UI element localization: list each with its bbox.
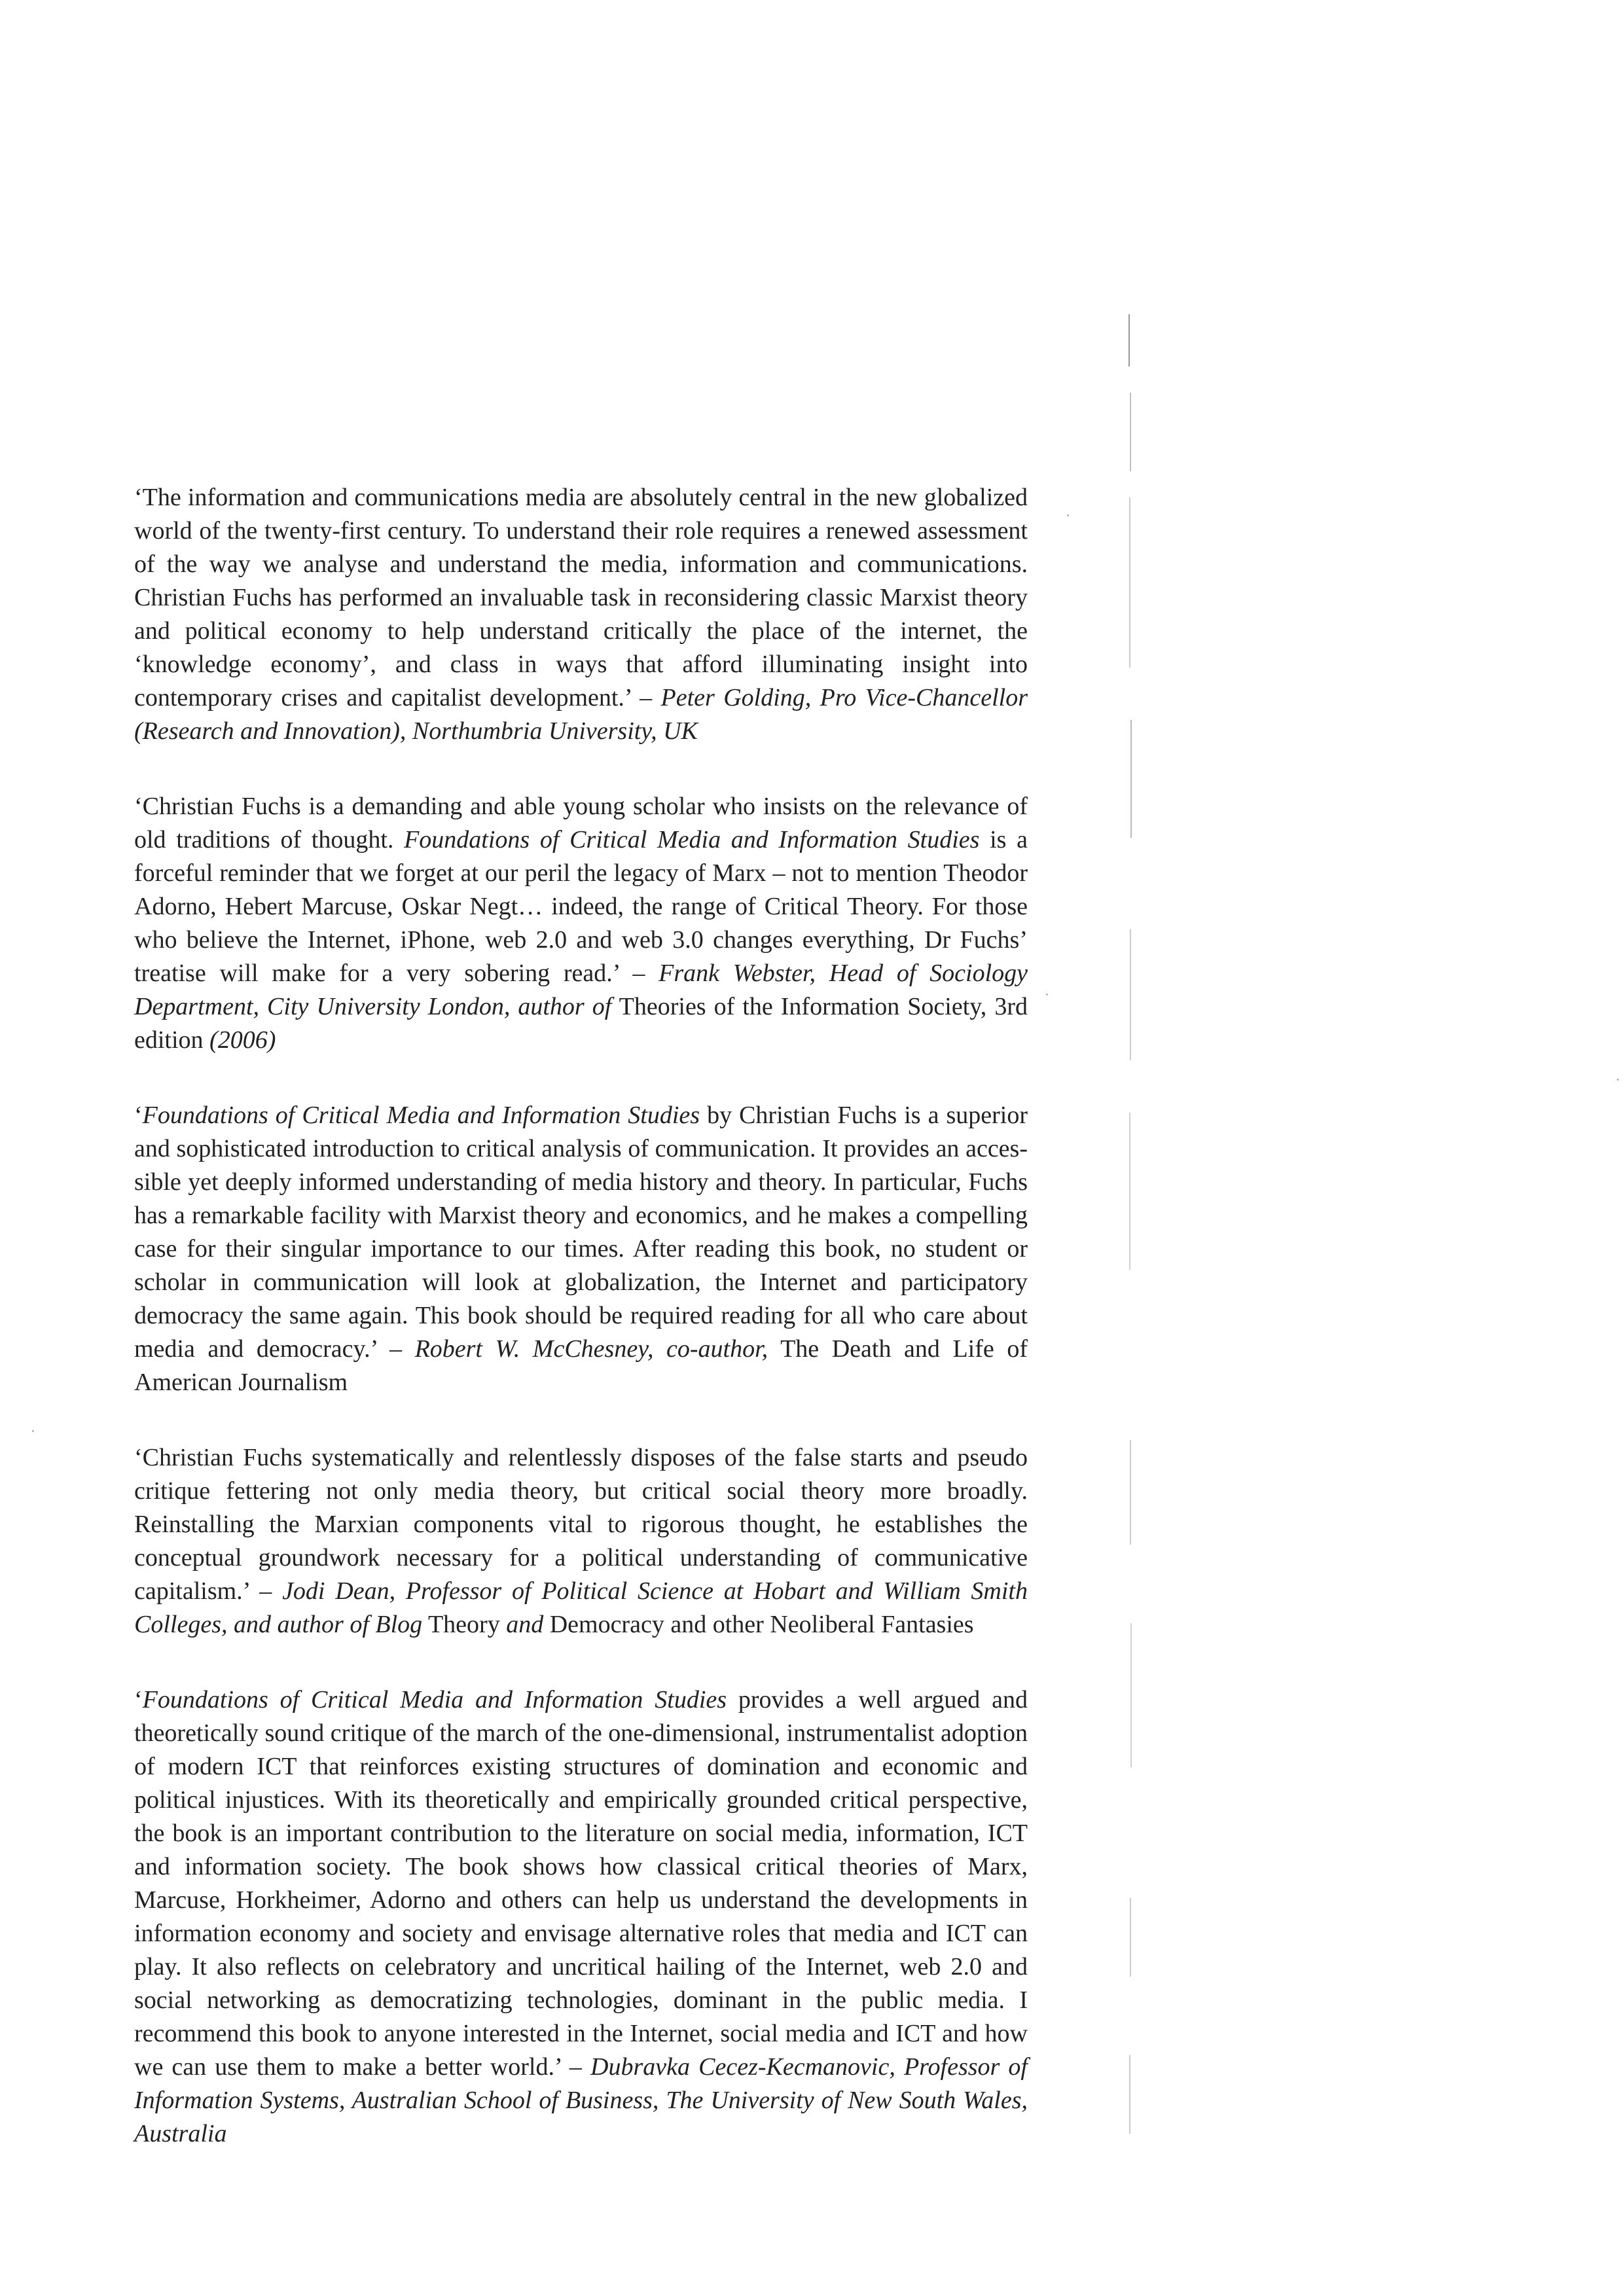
cited-book: Democracy and other Neoliberal Fantasies: [543, 1611, 974, 1638]
quote-body: by Christian Fuchs is a superior and sophisticated introduction to critical analysis of communication. It provides an accessible yet deeply informed understanding of media history and theory. In particular, Fuchs has a remarkable facility with Marxist theory and economics, and he makes a compelling case for their singular importance to our times. After reading this book, no student or scholar in communication will look at globalization, the Internet and participatory democracy the same again. This book should be required reading for all who care about media and democracy.’ –: [134, 1102, 1028, 1363]
cited-year: (2006): [209, 1026, 276, 1054]
quote-body: ‘The information and communications media are absolutely central in the new globalized world of the twenty-first century. To understand their role requires a renewed assessment of the way we analyse and understand the media, information and communications. Christian Fuchs has performed an invaluable task in reconsidering classic Marxist theory and political economy to help understand critically the place of the internet, the ‘knowledge economy’, and class in ways that afford illuminating insight into contemporary crises and capitalist development.’ –: [134, 484, 1028, 711]
book-title: Foundations of Critical Media and Information Studies: [142, 1686, 727, 1713]
scan-edge-line: [1129, 2055, 1130, 2134]
quote-attribution: Robert W. McChesney, co-author,: [414, 1335, 768, 1363]
quote-body: is a forceful reminder that we forget at our peril the legacy of Marx – not to mention Theodor Adorno, Hebert Marcuse, Oskar Negt… indeed, the range of Critical Theory. For those who believe the Internet, iPhone, web 2.0 and web 3.0 changes everything, Dr Fuchs’ treatise will make for a very sobering read.’ –: [134, 826, 1028, 987]
quote-body: ‘Christian Fuchs systematically and relentlessly disposes of the false starts and pseudo critique fettering not only media theory, but critical social theory more broadly. Reinstalling the Marxian components vital to rigorous thought, he establishes the conceptual groundwork necessary for a political understanding of communicative capitalism.’ –: [134, 1444, 1028, 1605]
scan-edge-line: [1130, 720, 1132, 838]
scan-edge-line: [1130, 1898, 1131, 1977]
quote-open: ‘: [134, 1102, 143, 1129]
quote-attribution: Dubravka Cecez-Kecmanovic, Professor of Information Systems, Australian School of Business, The University of New South Wales, Australia: [134, 2053, 1028, 2147]
quote-attribution: Jodi Dean, Professor of Political Science at Hobart and William Smith Colleges, and author of Blog: [134, 1577, 1028, 1638]
scan-edge-line: [1128, 314, 1130, 367]
quote-webster: [134, 790, 1028, 1057]
scan-edge-line: [1130, 1440, 1131, 1545]
book-title: Foundations of Critical Media and Information Studies: [404, 826, 980, 853]
scan-edge-line: [1129, 1113, 1130, 1270]
quote-cecez-kecmanovic: [134, 1683, 1028, 2151]
scan-speck: [1067, 514, 1069, 516]
scan-edge-line: [1130, 393, 1131, 471]
cited-book: Theories of the Information Society, 3rd edition: [134, 993, 1028, 1054]
cited-conjunction: and: [506, 1611, 544, 1638]
scan-speck: [1046, 994, 1048, 996]
quote-mcchesney: [134, 1099, 1028, 1399]
endorsement-quotes: [134, 481, 1028, 2193]
quote-body: provides a well argued and theoretically sound critique of the march of the one-dimensional, instrumentalist adoption of modern ICT that reinforces existing structures of domination and economic and political injustices. With its theoretically and empirically grounded critical perspective, the book is an important contribution to the literature on social media, information, ICT and information society. The book shows how classical critical theories of Marx, Marcuse, Horkheimer, Adorno and others can help us understand the developments in information economy and society and envisage alternative roles that media and ICT can play. It also reflects on celebratory and uncritical hailing of the Internet, web 2.0 and social networking as democratizing technologies, dominant in the public media. I recommend this book to anyone interested in the Internet, social media and ICT and how we can use them to make a better world.’ –: [134, 1686, 1028, 2081]
scan-edge-line: [1130, 1623, 1132, 1767]
cited-book: Theory: [422, 1611, 507, 1638]
quote-attribution: Peter Golding, Pro Vice-Chancellor (Research and Innovation), Northumbria University, UK: [134, 684, 1028, 745]
scan-speck: [32, 1430, 34, 1432]
quote-body: ‘Christian Fuchs is a demanding and able young scholar who insists on the relevance of old traditions of thought.: [134, 793, 1028, 853]
scan-speck: [1617, 1079, 1619, 1081]
quote-attribution: Frank Webster, Head of Sociology Department, City University London, author of: [134, 960, 1028, 1020]
scan-edge-line: [1129, 497, 1130, 668]
scan-edge-line: [1130, 929, 1131, 1060]
quote-dean: [134, 1441, 1028, 1641]
quote-golding: [134, 481, 1028, 748]
cited-book: The Death and Life of American Journalism: [134, 1335, 1028, 1396]
quote-open: ‘: [134, 1686, 143, 1713]
book-title: Foundations of Critical Media and Information Studies: [142, 1102, 700, 1129]
